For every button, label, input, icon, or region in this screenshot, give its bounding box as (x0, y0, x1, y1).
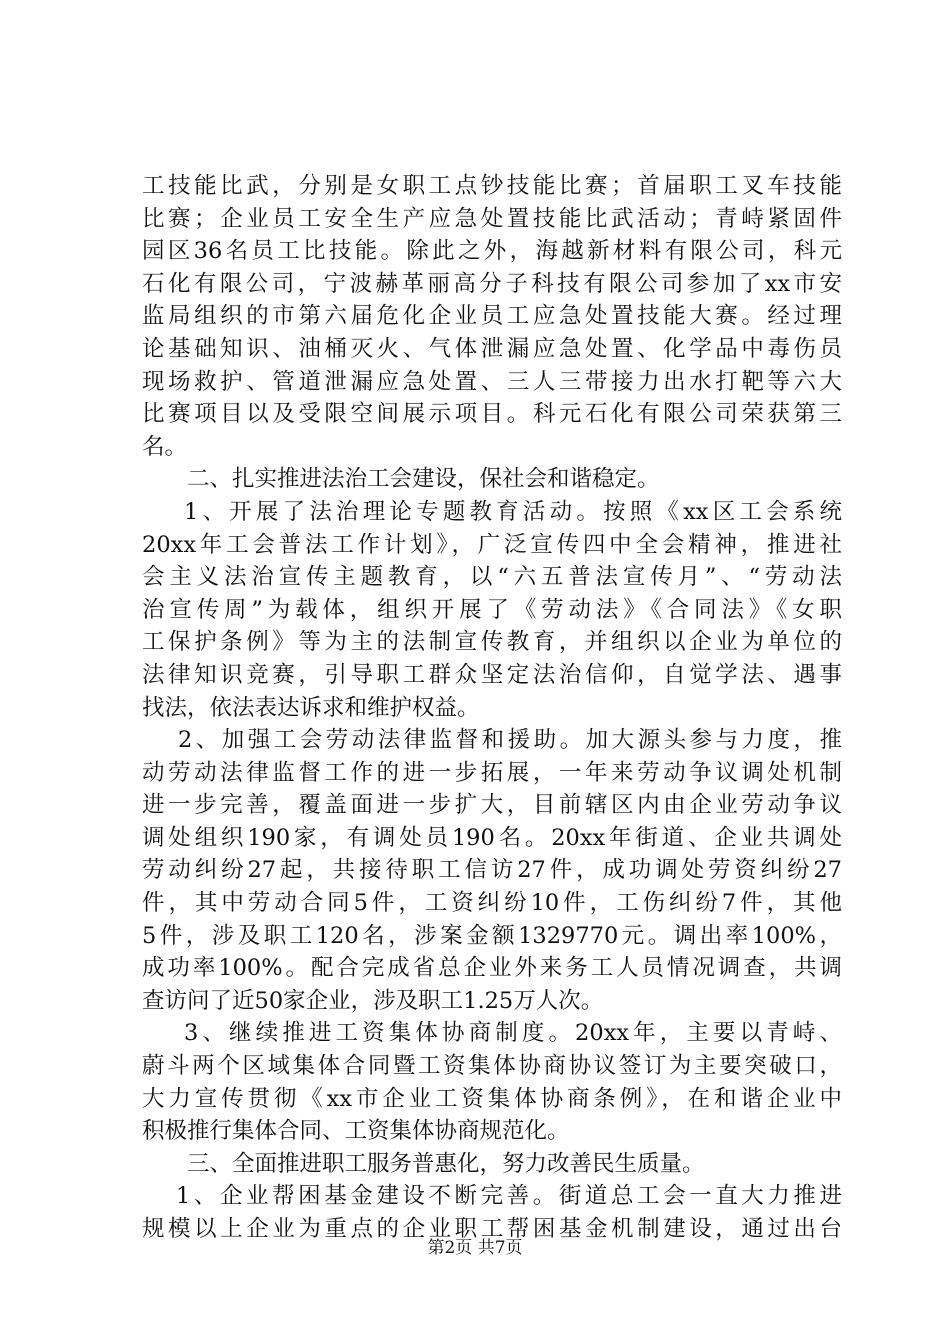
text-line: 名。 (142, 433, 188, 460)
text-line: 5件，涉及职工120名，涉案金额1329770元。调出率100%， (142, 922, 842, 949)
text-line: 现场救护、管道泄漏应急处置、三人三带接力出水打靶等六大 (142, 368, 842, 395)
text-line: 查访问了近50家企业，涉及职工1.25万人次。 (142, 987, 604, 1014)
text-line: 工技能比武，分别是女职工点钞技能比赛；首届职工叉车技能 (142, 173, 842, 199)
text-line: 调处组织190家，有调处员190名。20xx年街道、企业共调处 (142, 824, 842, 851)
text-line: 1、企业帮困基金建设不断完善。街道总工会一直大力推进 (176, 1183, 842, 1210)
text-line: 石化有限公司，宁波赫革丽高分子科技有限公司参加了xx市安 (142, 270, 842, 297)
text-line: 动劳动法律监督工作的进一步拓展，一年来劳动争议调处机制 (142, 759, 842, 786)
text-line: 蔚斗两个区域集体合同暨工资集体协商协议签订为主要突破口， (142, 1053, 842, 1080)
text-line: 工保护条例》等为主的法制宣传教育，并组织以企业为单位的 (142, 629, 842, 656)
text-line: 法律知识竞赛，引导职工群众坚定法治信仰，自觉学法、遇事 (142, 661, 842, 688)
text-line: 二、扎实推进法治工会建设，保社会和谐稳定。 (187, 466, 660, 493)
text-line: 园区36名员工比技能。除此之外，海越新材料有限公司，科元 (142, 238, 842, 265)
text-line: 进一步完善，覆盖面进一步扩大，目前辖区内由企业劳动争议 (142, 792, 842, 819)
text-line: 论基础知识、油桶灭火、气体泄漏应急处置、化学品中毒伤员 (142, 335, 842, 362)
text-line: 比赛项目以及受限空间展示项目。科元石化有限公司荣获第三 (142, 401, 842, 428)
text-line: 积极推行集体合同、工资集体协商规范化。 (142, 1118, 570, 1145)
text-line: 会主义法治宣传主题教育，以“六五普法宣传月”、“劳动法 (142, 564, 842, 591)
text-line: 治宣传周”为载体，组织开展了《劳动法》《合同法》《女职 (142, 596, 842, 623)
text-line: 找法，依法表达诉求和维护权益。 (142, 694, 480, 721)
text-line: 监局组织的市第六届危化企业员工应急处置技能大赛。经过理 (142, 303, 842, 330)
text-line: 比赛；企业员工安全生产应急处置技能比武活动；青峙紧固件 (142, 205, 842, 232)
text-line: 三、全面推进职工服务普惠化，努力改善民生质量。 (187, 1150, 705, 1177)
text-line: 劳动纠纷27起，共接待职工信访27件，成功调处劳资纠纷27 (142, 857, 842, 884)
text-line: 大力宣传贯彻《xx市企业工资集体协商条例》，在和谐企业中 (142, 1085, 842, 1112)
text-line: 1、开展了法治理论专题教育活动。按照《xx区工会系统 (184, 498, 842, 525)
text-line: 成功率100%。配合完成省总企业外来务工人员情况调查，共调 (142, 955, 842, 982)
page-footer: 第2页 共7页 (427, 1238, 523, 1258)
document-body (142, 170, 842, 1246)
text-line: 件，其中劳动合同5件，工资纠纷10件，工伤纠纷7件，其他 (142, 890, 842, 917)
text-line: 3、继续推进工资集体协商制度。20xx年，主要以青峙、 (184, 1020, 842, 1047)
text-line: 规模以上企业为重点的企业职工帮困基金机制建设，通过出台 (142, 1216, 842, 1242)
text-line: 2、加强工会劳动法律监督和援助。加大源头参与力度，推 (178, 727, 842, 754)
text-line: 20xx年工会普法工作计划》，广泛宣传四中全会精神，推进社 (142, 531, 842, 558)
